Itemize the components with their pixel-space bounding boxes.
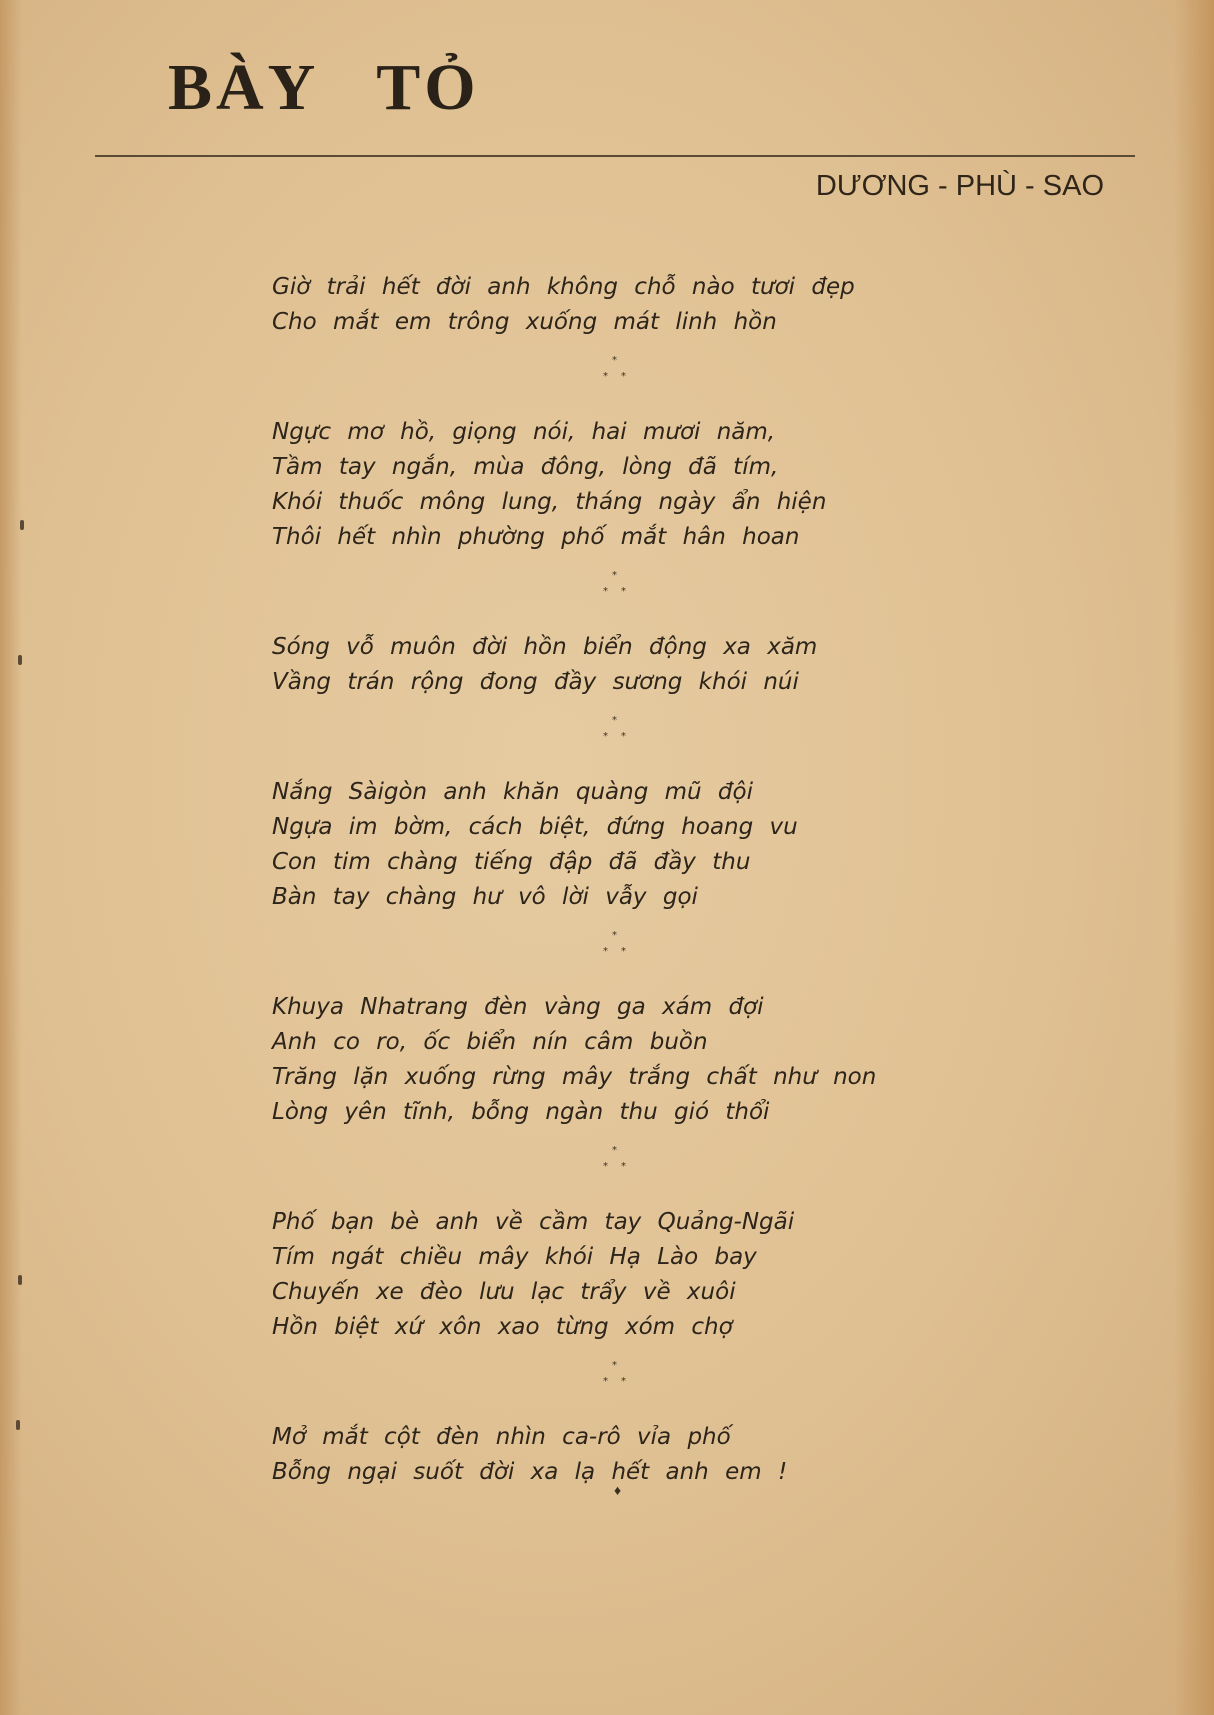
poem-author: DƯƠNG - PHÙ - SAO	[815, 170, 1104, 202]
asterism-separator	[272, 342, 1032, 412]
poem-line: Nắng Sàigòn anh khăn quàng mũ đội	[272, 779, 753, 805]
poem-line: Tím ngát chiều mây khói Hạ Lào bay	[272, 1244, 757, 1270]
stanza	[272, 270, 1032, 340]
poem-line: Khuya Nhatrang đèn vàng ga xám đợi	[272, 994, 764, 1020]
asterisk-glyph: *	[603, 946, 608, 957]
asterisk-glyph: *	[603, 1376, 608, 1387]
poem-line: Thôi hết nhìn phường phố mắt hân hoan	[272, 524, 800, 550]
poem-line: Tầm tay ngắn, mùa đông, lòng đã tím,	[272, 454, 779, 480]
poem-line: Phố bạn bè anh về cầm tay Quảng-Ngãi	[272, 1209, 795, 1235]
asterisk-glyph: *	[612, 930, 617, 941]
poem-body	[272, 270, 1032, 1490]
poem-line: Hồn biệt xứ xôn xao từng xóm chợ	[272, 1314, 733, 1340]
margin-mark	[16, 1420, 20, 1430]
asterisk-glyph: *	[603, 371, 608, 382]
stanza	[272, 990, 1032, 1130]
poem-line: Cho mắt em trông xuống mát linh hồn	[272, 309, 777, 335]
poem-line: Giờ trải hết đời anh không chỗ nào tươi đẹp	[272, 274, 855, 300]
asterisk-glyph: *	[621, 946, 626, 957]
poem-line: Vầng trán rộng đong đầy sương khói núi	[272, 669, 799, 695]
stanza	[272, 1205, 1032, 1345]
asterism-separator	[272, 917, 1032, 987]
poem-line: Trăng lặn xuống rừng mây trắng chất như non	[272, 1064, 877, 1090]
asterisk-glyph: *	[612, 715, 617, 726]
asterism-separator	[272, 702, 1032, 772]
margin-mark	[18, 655, 22, 665]
page-edge-left	[0, 0, 22, 1715]
stanza	[272, 415, 1032, 555]
asterisk-glyph: *	[612, 570, 617, 581]
poem-line: Bỗng ngại suốt đời xa lạ hết anh em !	[272, 1459, 788, 1485]
asterisk-glyph: *	[621, 371, 626, 382]
poem-line: Khói thuốc mông lung, tháng ngày ẩn hiện	[272, 489, 827, 515]
asterisk-glyph: *	[603, 731, 608, 742]
asterisk-glyph: *	[603, 1161, 608, 1172]
stanza	[272, 1420, 1032, 1490]
title-rule	[95, 155, 1135, 157]
asterisk-glyph: *	[612, 355, 617, 366]
asterisk-glyph: *	[621, 1161, 626, 1172]
asterisk-glyph: *	[603, 586, 608, 597]
poem-line: Ngựa im bờm, cách biệt, đứng hoang vu	[272, 814, 798, 840]
asterism-separator	[272, 1132, 1032, 1202]
asterisk-glyph: *	[621, 731, 626, 742]
asterisk-glyph: *	[612, 1145, 617, 1156]
page-edge-right	[1174, 0, 1214, 1715]
asterism-separator	[272, 1347, 1032, 1417]
poem-line: Anh co ro, ốc biển nín câm buồn	[272, 1029, 708, 1055]
poem-line: Sóng vỗ muôn đời hồn biển động xa xăm	[272, 634, 818, 660]
poem-line: Chuyến xe đèo lưu lạc trẩy về xuôi	[272, 1279, 736, 1305]
asterism-separator	[272, 557, 1032, 627]
end-mark: ♦	[614, 1482, 622, 1498]
asterisk-glyph: *	[621, 586, 626, 597]
poem-line: Ngực mơ hồ, giọng nói, hai mươi năm,	[272, 419, 776, 445]
poem-line: Bàn tay chàng hư vô lời vẫy gọi	[272, 884, 698, 910]
asterisk-glyph: *	[621, 1376, 626, 1387]
poem-line: Lòng yên tĩnh, bỗng ngàn thu gió thổi	[272, 1099, 770, 1125]
poem-title: BÀY TỎ	[168, 51, 480, 124]
stanza	[272, 775, 1032, 915]
poem-line: Mở mắt cột đèn nhìn ca-rô vỉa phố	[272, 1424, 731, 1450]
poem-line: Con tim chàng tiếng đập đã đầy thu	[272, 849, 751, 875]
margin-mark	[20, 520, 24, 530]
asterisk-glyph: *	[612, 1360, 617, 1371]
margin-mark	[18, 1275, 22, 1285]
stanza	[272, 630, 1032, 700]
